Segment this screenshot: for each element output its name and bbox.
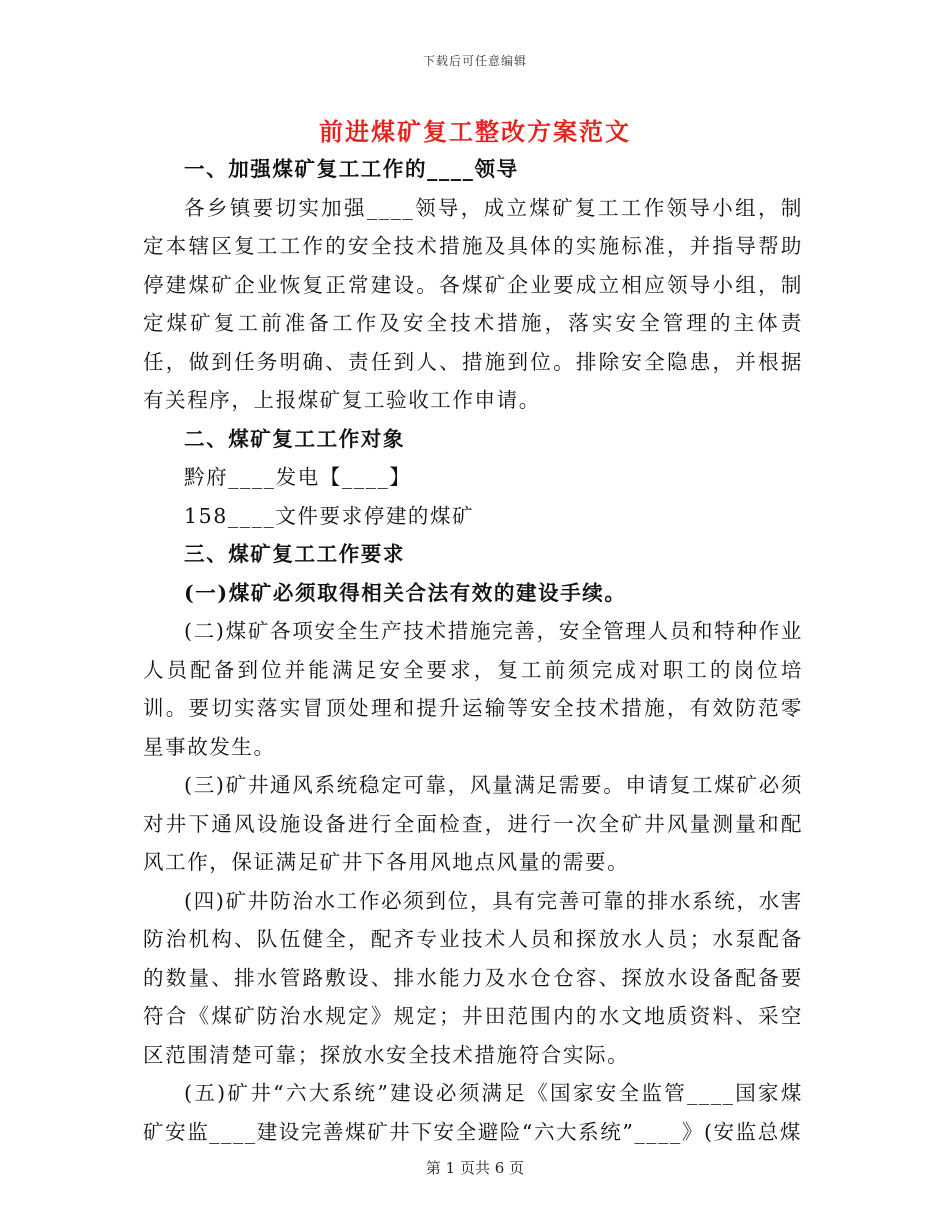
body-paragraph: (二)煤矿各项安全生产技术措施完善，安全管理人员和特种作业人员配备到位并能满足安全要求，复工前须完成对职工的岗位培训。要切实落实冒顶处理和提升运输等安全技术措施，有效防范零星事故发生。 — [143, 619, 803, 759]
body-paragraph: (五)矿井“六大系统”建设必须满足《国家安全监管____国家煤矿安监____建设完善煤矿井下安全避险“六大系统”____》(安监总煤 — [143, 1081, 803, 1144]
header-note: 下载后可任意编辑 — [422, 54, 527, 68]
body-paragraph: (三)矿井通风系统稳定可靠，风量满足需要。申请复工煤矿必须对井下通风设施设备进行全面检查，进行一次全矿井风量测量和配风工作，保证满足矿井下各用风地点风量的需要。 — [143, 773, 803, 874]
body-paragraph: 各乡镇要切实加强____领导，成立煤矿复工工作领导小组，制定本辖区复工工作的安全技术措施及具体的实施标准，并指导帮助停建煤矿企业恢复正常建设。各煤矿企业要成立相应领导小组，制定煤矿复工前准备工作及安全技术措施，落实安全管理的主体责任，做到任务明确、责任到人、措施到位。排除安全隐患，并根据有关程序，上报煤矿复工验收工作申请。 — [143, 195, 803, 412]
page-number: 第 1 页共 6 页 — [425, 1159, 525, 1177]
section-heading-1: 一、加强煤矿复工工作的____领导 — [184, 157, 519, 181]
body-paragraph: (四)矿井防治水工作必须到位，具有完善可靠的排水系统，水害防治机构、队伍健全，配齐专业技术人员和探放水人员；水泵配备的数量、排水管路敷设、排水能力及水仓仓容、探放水设备配备要符合《煤矿防治水规定》规定；井田范围内的水文地质资料、采空区范围清楚可靠；探放水安全技术措施符合实际。 — [143, 888, 803, 1067]
document-body — [143, 150, 803, 1151]
body-paragraph: 黔府____发电【____】 — [184, 465, 412, 489]
body-paragraph: 158____文件要求停建的煤矿 — [184, 503, 475, 528]
subsection-heading: (一)煤矿必须取得相关合法有效的建设手续。 — [184, 580, 627, 605]
section-heading-2: 二、煤矿复工工作对象 — [184, 426, 405, 451]
document-title: 前进煤矿复工整改方案范文 — [319, 117, 631, 146]
section-heading-3: 三、煤矿复工工作要求 — [184, 542, 405, 566]
